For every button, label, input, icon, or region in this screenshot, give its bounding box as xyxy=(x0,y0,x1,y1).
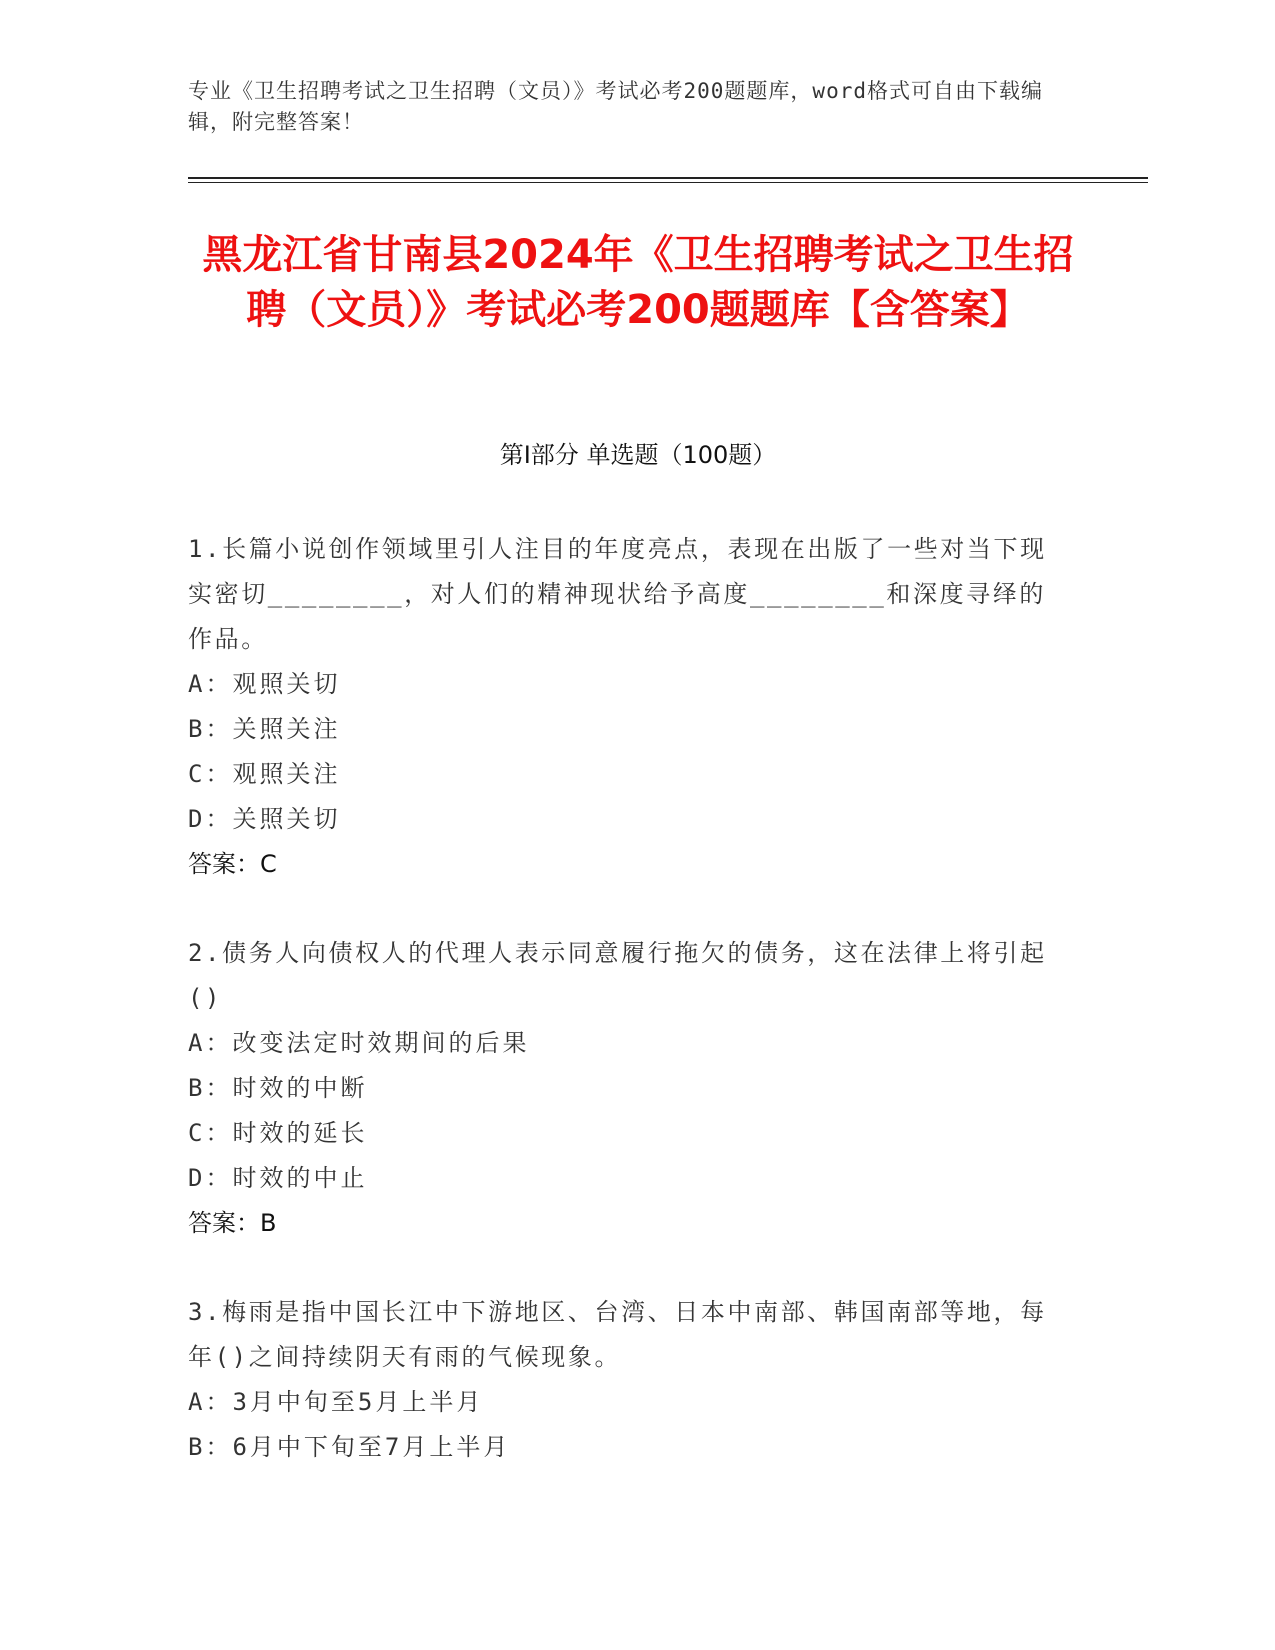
option-a: A：3月中旬至5月上半月 xyxy=(188,1388,484,1416)
option-c: C：观照关注 xyxy=(188,760,341,788)
question-text: 2.债务人向债权人的代理人表示同意履行拖欠的债务，这在法律上将引起() xyxy=(188,939,1047,1012)
question-3 xyxy=(188,1290,1068,1470)
option-c: C：时效的延长 xyxy=(188,1119,368,1147)
question-1 xyxy=(188,527,1068,887)
option-a: A：改变法定时效期间的后果 xyxy=(188,1029,530,1057)
option-d: D：关照关切 xyxy=(188,805,341,833)
option-a: A：观照关切 xyxy=(188,670,341,698)
question-list xyxy=(188,527,1068,1514)
answer: 答案：B xyxy=(188,1209,277,1237)
header-divider-thin xyxy=(188,182,1148,183)
header-note: 专业《卫生招聘考试之卫生招聘（文员）》考试必考200题题库，word格式可自由下载编辑，附完整答案！ xyxy=(188,79,1043,134)
answer: 答案：C xyxy=(188,850,277,878)
section-title: 第Ⅰ部分 单选题（100题） xyxy=(499,441,777,469)
question-text: 3.梅雨是指中国长江中下游地区、台湾、日本中南部、韩国南部等地，每年()之间持续阴天有雨的气候现象。 xyxy=(188,1298,1047,1371)
header-divider xyxy=(188,177,1148,179)
option-b: B：关照关注 xyxy=(188,715,341,743)
option-b: B：时效的中断 xyxy=(188,1074,368,1102)
option-b: B：6月中下旬至7月上半月 xyxy=(188,1433,511,1461)
question-text: 1.长篇小说创作领域里引人注目的年度亮点，表现在出版了一些对当下现实密切________，对人们的精神现状给予高度________和深度寻绎的作品。 xyxy=(188,535,1047,653)
option-d: D：时效的中止 xyxy=(188,1164,368,1192)
question-2 xyxy=(188,931,1068,1246)
document-title: 黑龙江省甘南县2024年《卫生招聘考试之卫生招聘（文员）》考试必考200题题库【含答案】 xyxy=(202,232,1074,333)
